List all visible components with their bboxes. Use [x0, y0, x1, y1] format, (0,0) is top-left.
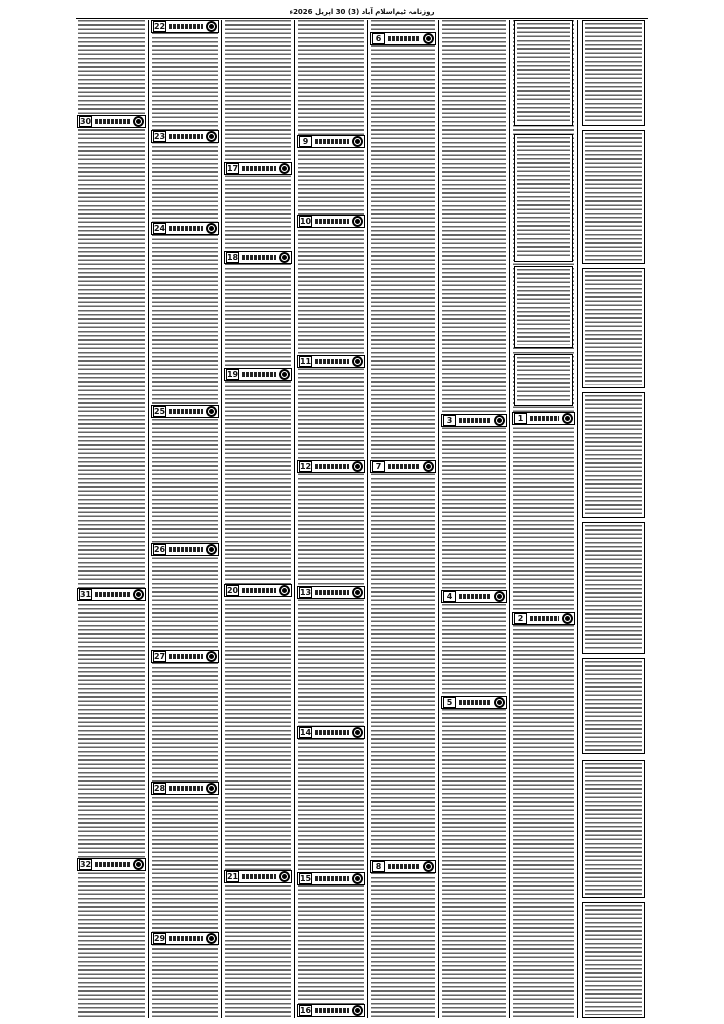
- notice-box: [514, 354, 573, 406]
- section-title: [169, 786, 203, 791]
- section-icon: [352, 216, 363, 227]
- section-icon: [423, 461, 434, 472]
- section-title: [169, 654, 203, 659]
- section-icon: [279, 252, 290, 263]
- section-title: [459, 700, 491, 705]
- section-title: [242, 372, 276, 377]
- notice-text: [517, 269, 570, 345]
- notice-text: [517, 23, 570, 123]
- column-7: [511, 20, 576, 1018]
- section-number: 18: [226, 253, 239, 262]
- section-title: [95, 862, 130, 867]
- section-header-24: [151, 222, 219, 235]
- section-header-4: [441, 590, 507, 603]
- section-number: 28: [153, 784, 166, 793]
- section-number: 9: [299, 136, 312, 147]
- notice-box: [582, 20, 645, 126]
- section-icon: [494, 697, 505, 708]
- section-title: [242, 588, 276, 593]
- section-icon: [279, 369, 290, 380]
- section-icon: [206, 651, 217, 662]
- section-title: [530, 616, 559, 621]
- section-icon: [279, 163, 290, 174]
- notice-text: [517, 357, 570, 403]
- section-icon: [206, 933, 217, 944]
- section-number: 7: [372, 461, 385, 472]
- column-rule: [367, 20, 368, 1018]
- section-title: [459, 418, 491, 423]
- section-icon: [206, 21, 217, 32]
- section-title: [315, 590, 349, 595]
- section-number: 23: [153, 132, 166, 141]
- section-icon: [206, 223, 217, 234]
- section-header-14: [297, 726, 365, 739]
- section-number: 31: [79, 590, 92, 599]
- masthead: [76, 6, 648, 18]
- section-header-15: [297, 872, 365, 885]
- notice-text: [585, 661, 642, 751]
- section-header-32: [77, 858, 146, 871]
- column-rule: [509, 20, 510, 1018]
- column-5: [369, 20, 437, 1018]
- column-8: [579, 20, 648, 1018]
- section-header-2: [512, 612, 575, 625]
- notice-text: [585, 905, 642, 1015]
- section-header-19: [224, 368, 292, 381]
- section-icon: [206, 131, 217, 142]
- section-title: [315, 876, 349, 881]
- section-icon: [352, 1005, 363, 1016]
- section-header-3: [441, 414, 507, 427]
- section-icon: [562, 613, 573, 624]
- section-header-29: [151, 932, 219, 945]
- section-number: 24: [153, 224, 166, 233]
- section-title: [95, 592, 130, 597]
- section-number: 26: [153, 545, 166, 554]
- section-title: [388, 864, 420, 869]
- section-header-13: [297, 586, 365, 599]
- section-icon: [352, 587, 363, 598]
- notice-text: [585, 271, 642, 385]
- section-number: 6: [372, 33, 385, 44]
- section-number: 8: [372, 861, 385, 872]
- section-icon: [206, 544, 217, 555]
- section-icon: [279, 585, 290, 596]
- section-icon: [352, 461, 363, 472]
- section-icon: [423, 861, 434, 872]
- column-text: [298, 20, 364, 1018]
- section-title: [388, 464, 420, 469]
- section-title: [242, 166, 276, 171]
- section-number: 12: [299, 462, 312, 471]
- section-icon: [133, 859, 144, 870]
- masthead-rule: [76, 18, 648, 19]
- notice-box: [514, 20, 573, 126]
- section-icon: [133, 589, 144, 600]
- section-number: 30: [79, 117, 92, 126]
- section-icon: [206, 406, 217, 417]
- section-title: [315, 730, 349, 735]
- column-rule: [148, 20, 149, 1018]
- section-icon: [352, 136, 363, 147]
- section-icon: [494, 415, 505, 426]
- section-title: [315, 464, 349, 469]
- notice-box: [582, 902, 645, 1018]
- section-number: 13: [299, 588, 312, 597]
- section-header-25: [151, 405, 219, 418]
- section-header-6: [370, 32, 436, 45]
- section-icon: [423, 33, 434, 44]
- notice-text: [585, 133, 642, 261]
- section-number: 21: [226, 872, 239, 881]
- section-header-27: [151, 650, 219, 663]
- section-title: [315, 139, 349, 144]
- section-number: 11: [299, 357, 312, 366]
- section-icon: [494, 591, 505, 602]
- section-header-31: [77, 588, 146, 601]
- notice-box: [582, 522, 645, 654]
- section-title: [169, 409, 203, 414]
- section-title: [242, 874, 276, 879]
- section-title: [169, 134, 203, 139]
- section-header-17: [224, 162, 292, 175]
- section-title: [315, 1008, 349, 1013]
- section-title: [95, 119, 130, 124]
- section-title: [169, 226, 203, 231]
- section-icon: [133, 116, 144, 127]
- section-number: 27: [153, 652, 166, 661]
- section-header-5: [441, 696, 507, 709]
- notice-text: [585, 525, 642, 651]
- section-header-30: [77, 115, 146, 128]
- section-number: 14: [299, 728, 312, 737]
- section-number: 20: [226, 586, 239, 595]
- section-number: 25: [153, 407, 166, 416]
- column-text: [442, 20, 506, 1018]
- section-header-8: [370, 860, 436, 873]
- notice-text: [517, 137, 570, 259]
- section-title: [530, 416, 559, 421]
- section-number: 32: [79, 860, 92, 869]
- column-4: [296, 20, 366, 1018]
- section-header-9: [297, 135, 365, 148]
- section-header-20: [224, 584, 292, 597]
- column-6: [440, 20, 508, 1018]
- section-number: 2: [514, 613, 527, 624]
- section-number: 1: [514, 413, 527, 424]
- section-header-12: [297, 460, 365, 473]
- column-rule: [294, 20, 295, 1018]
- section-icon: [352, 356, 363, 367]
- column-3: [223, 20, 293, 1018]
- section-icon: [352, 727, 363, 738]
- section-number: 29: [153, 934, 166, 943]
- section-number: 4: [443, 591, 456, 602]
- column-2: [150, 20, 220, 1018]
- section-number: 10: [299, 217, 312, 226]
- section-icon: [352, 873, 363, 884]
- section-title: [315, 219, 349, 224]
- section-header-10: [297, 215, 365, 228]
- section-title: [315, 359, 349, 364]
- section-header-1: [512, 412, 575, 425]
- section-title: [169, 547, 203, 552]
- column-rule: [438, 20, 439, 1018]
- notice-box: [582, 658, 645, 754]
- notice-box: [514, 134, 573, 262]
- section-title: [242, 255, 276, 260]
- section-title: [459, 594, 491, 599]
- notice-box: [514, 266, 573, 348]
- section-number: 15: [299, 874, 312, 883]
- section-header-26: [151, 543, 219, 556]
- column-rule: [577, 20, 578, 1018]
- column-1: [76, 20, 147, 1018]
- notice-box: [582, 392, 645, 518]
- section-header-22: [151, 20, 219, 33]
- notice-box: [582, 760, 645, 898]
- section-header-28: [151, 782, 219, 795]
- notice-box: [582, 268, 645, 388]
- section-number: 16: [299, 1006, 312, 1015]
- notice-text: [585, 23, 642, 123]
- column-text: [152, 20, 218, 1018]
- section-title: [169, 936, 203, 941]
- section-title: [388, 36, 420, 41]
- section-header-11: [297, 355, 365, 368]
- section-icon: [279, 871, 290, 882]
- notice-box: [582, 130, 645, 264]
- section-header-18: [224, 251, 292, 264]
- notice-text: [585, 395, 642, 515]
- section-number: 5: [443, 697, 456, 708]
- newspaper-page: [76, 6, 648, 1018]
- section-title: [169, 24, 203, 29]
- section-header-21: [224, 870, 292, 883]
- section-header-23: [151, 130, 219, 143]
- section-icon: [206, 783, 217, 794]
- column-rule: [221, 20, 222, 1018]
- section-number: 17: [226, 164, 239, 173]
- section-number: 3: [443, 415, 456, 426]
- section-number: 19: [226, 370, 239, 379]
- section-header-16: [297, 1004, 365, 1017]
- section-header-7: [370, 460, 436, 473]
- section-number: 22: [153, 22, 166, 31]
- notice-text: [585, 763, 642, 895]
- section-icon: [562, 413, 573, 424]
- masthead-text: روزنامہ ٹیم‌اسلام آباد (3) 30 اپریل 2026ء: [289, 8, 435, 16]
